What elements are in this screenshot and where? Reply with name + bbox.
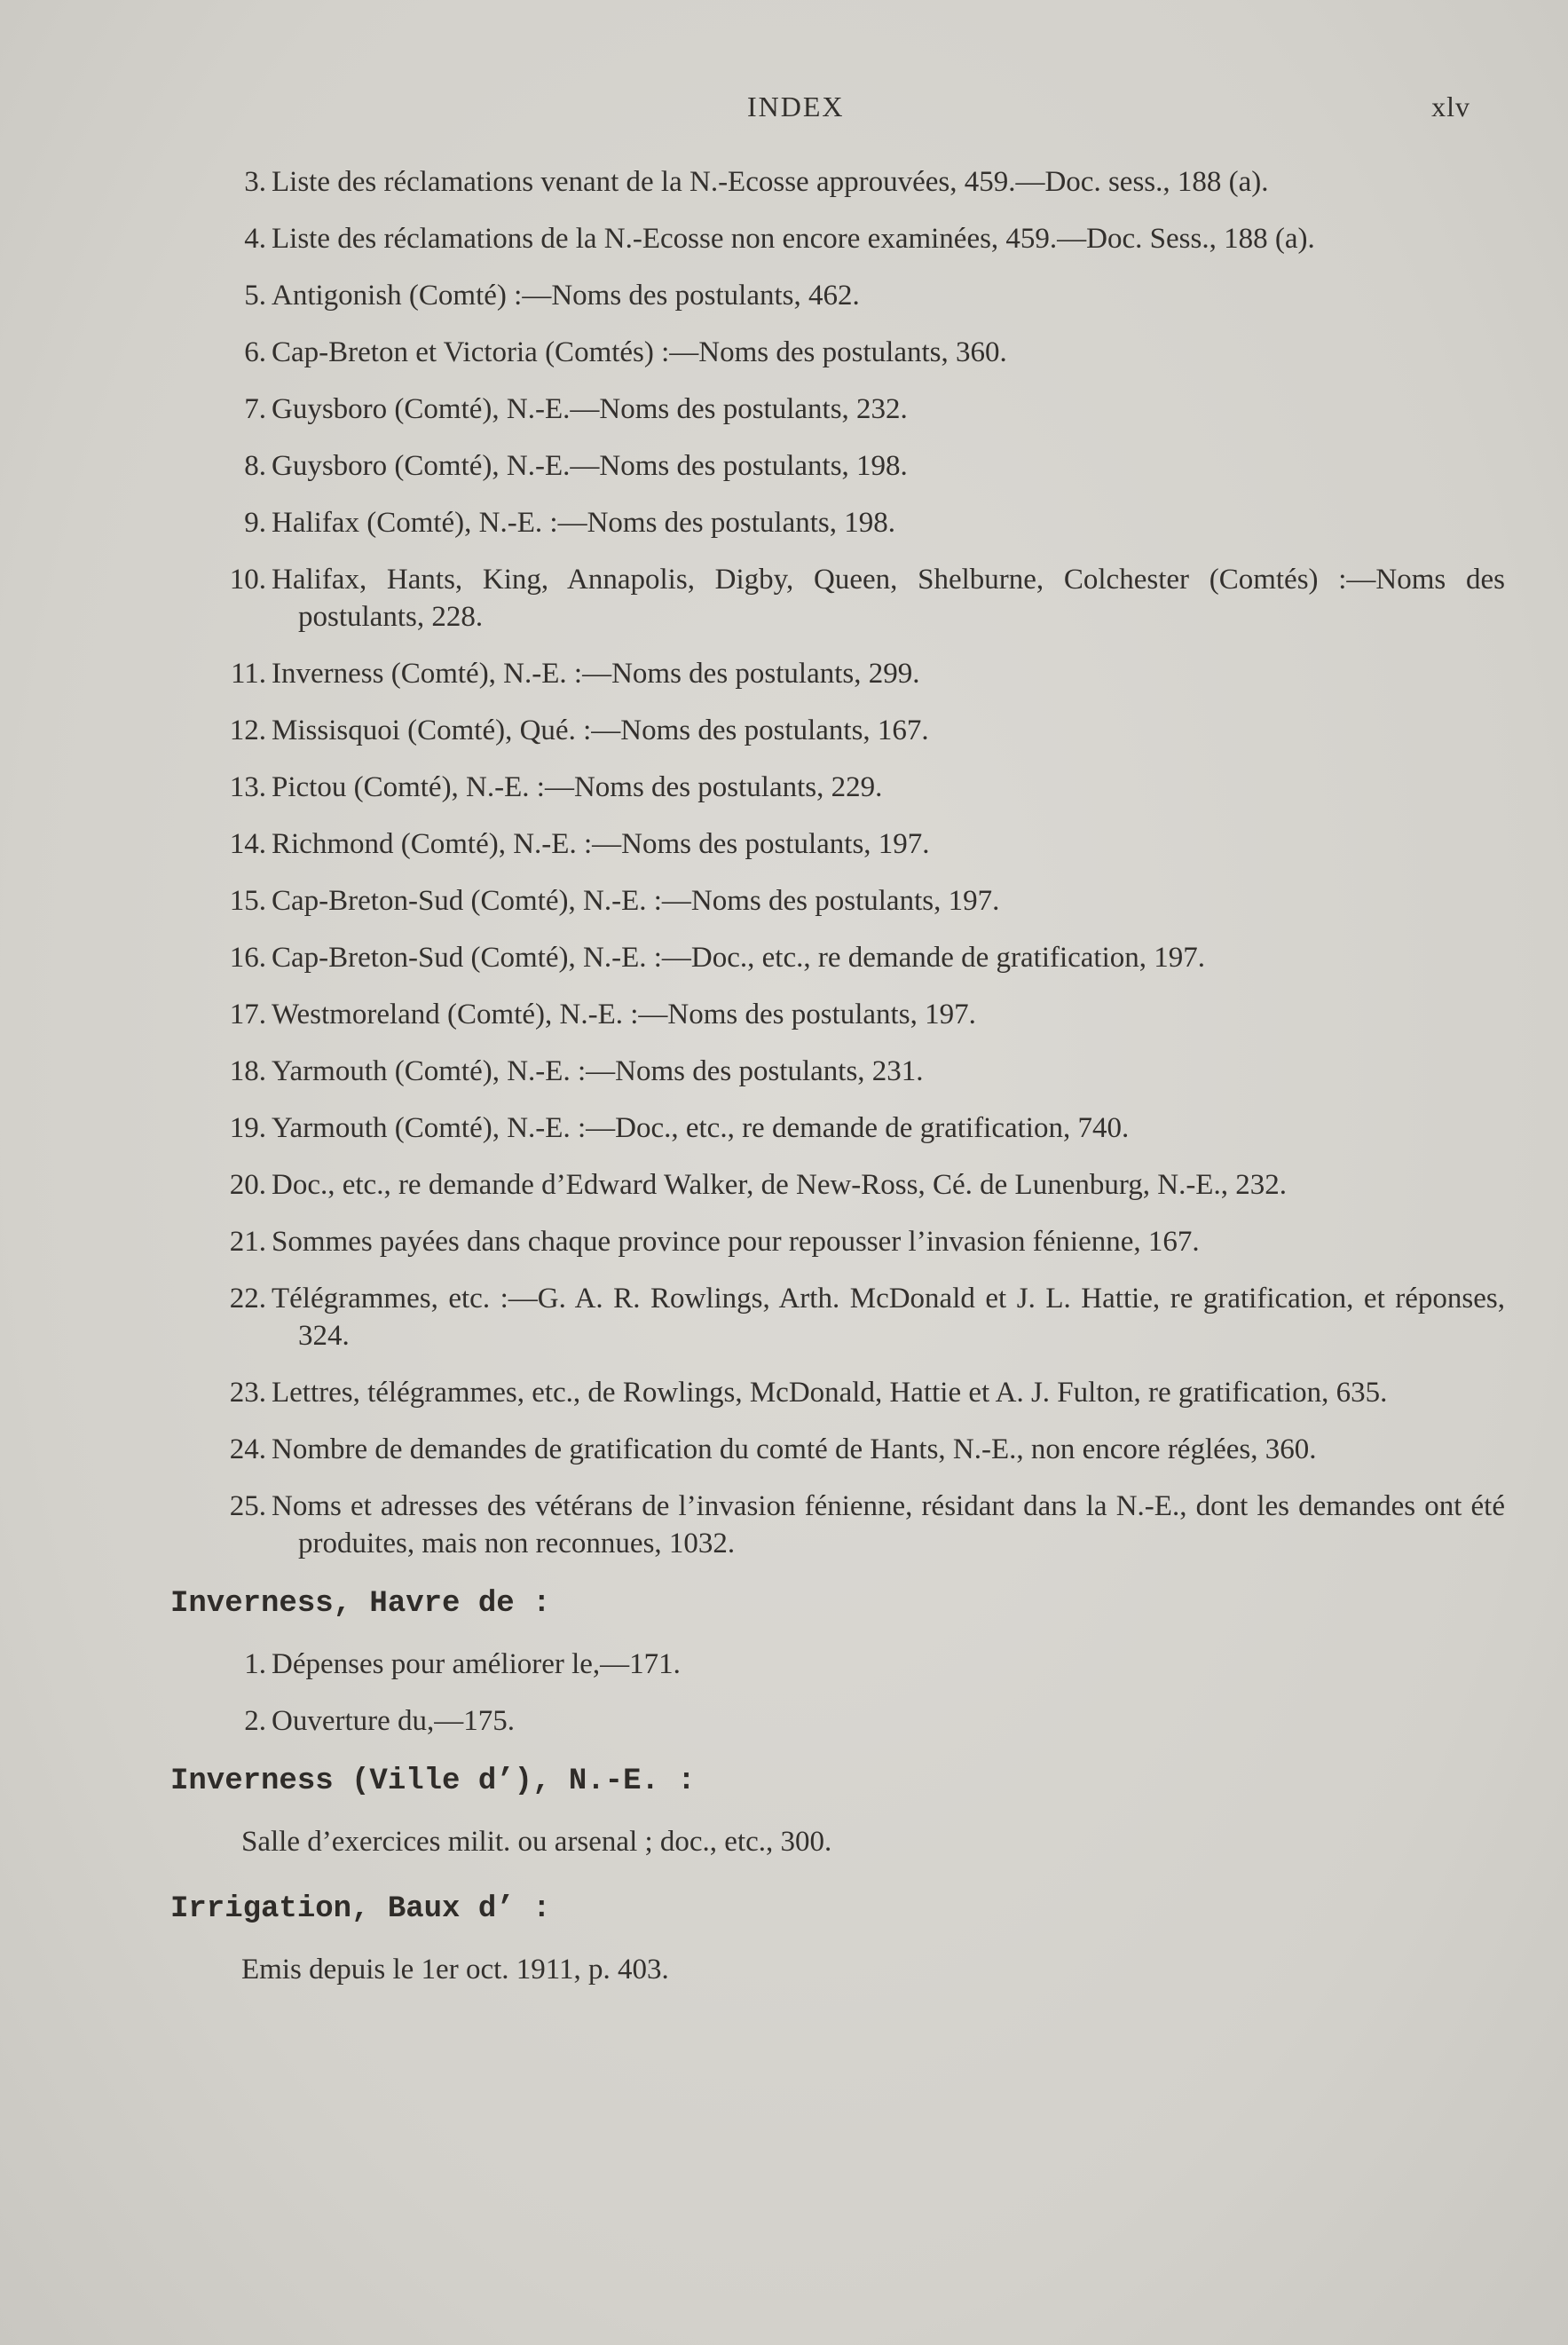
entry-number: 4. [244, 223, 266, 255]
entry-number: 18. [229, 1055, 266, 1087]
entry-number: 21. [229, 1226, 266, 1258]
index-entry [0, 504, 1568, 541]
index-entry [0, 1702, 1568, 1740]
entry-number: 9. [244, 507, 266, 539]
entry-text: Nombre de demandes de gratification du comté de Hants, N.-E., non encore réglées, 360. [272, 1433, 1317, 1465]
entry-text: Richmond (Comté), N.-E. :—Noms des postulants, 197. [272, 828, 930, 860]
entry-number: 23. [229, 1377, 266, 1409]
entry-number: 12. [229, 715, 266, 746]
index-entry [0, 220, 1568, 257]
entry-text: Lettres, télégrammes, etc., de Rowlings, McDonald, Hattie et A. J. Fulton, re gratification, 635. [272, 1377, 1388, 1409]
entry-number: 10. [229, 564, 266, 596]
index-entry [0, 1646, 1568, 1683]
index-heading-irrigation: Irrigation, Baux d’ : [170, 1892, 551, 1926]
index-entries [0, 163, 1568, 2018]
entry-number: 22. [229, 1283, 266, 1315]
entry-text: Doc., etc., re demande d’Edward Walker, de New-Ross, Cé. de Lunenburg, N.-E., 232. [272, 1169, 1287, 1201]
entry-number: 7. [244, 393, 266, 425]
index-entry [0, 996, 1568, 1033]
index-entry [0, 1223, 1568, 1260]
entry-text: Liste des réclamations venant de la N.-Ecosse approuvées, 459.—Doc. sess., 188 (a). [272, 166, 1269, 198]
page-header [0, 91, 1568, 126]
entry-number: 16. [229, 942, 266, 974]
index-entry [0, 769, 1568, 806]
index-entry [0, 825, 1568, 863]
entry-number: 17. [229, 999, 266, 1030]
entry-text: Missisquoi (Comté), Qué. :—Noms des postulants, 167. [272, 715, 929, 746]
index-entry [0, 334, 1568, 371]
entry-number: 1. [244, 1648, 266, 1680]
index-entry [0, 391, 1568, 428]
page-number: xlv [1431, 91, 1470, 122]
index-entry [0, 1431, 1568, 1468]
entry-text: Sommes payées dans chaque province pour repousser l’invasion fénienne, 167. [272, 1226, 1200, 1258]
entry-text: Yarmouth (Comté), N.-E. :—Doc., etc., re demande de gratification, 740. [272, 1112, 1130, 1144]
entry-number: 3. [244, 166, 266, 198]
entry-number: 25. [229, 1490, 266, 1522]
index-entry [0, 655, 1568, 692]
index-subentry: Salle d’exercices milit. ou arsenal ; doc., etc., 300. [241, 1826, 832, 1858]
entry-text: Télégrammes, etc. :—G. A. R. Rowlings, Arth. McDonald et J. L. Hattie, re gratification, et réponses, 324. [272, 1283, 1505, 1352]
entry-text: Halifax (Comté), N.-E. :—Noms des postulants, 198. [272, 507, 895, 539]
entry-number: 19. [229, 1112, 266, 1144]
entry-text: Liste des réclamations de la N.-Ecosse non encore examinées, 459.—Doc. Sess., 188 (a). [272, 223, 1315, 255]
entry-text: Guysboro (Comté), N.-E.—Noms des postulants, 232. [272, 393, 908, 425]
entry-number: 11. [230, 658, 266, 690]
entry-number: 14. [229, 828, 266, 860]
index-entry [0, 1109, 1568, 1147]
entry-number: 8. [244, 450, 266, 482]
entry-number: 15. [229, 885, 266, 917]
index-entry [0, 1053, 1568, 1090]
index-entry [0, 561, 1568, 636]
entry-number: 20. [229, 1169, 266, 1201]
entry-number: 2. [244, 1705, 266, 1737]
index-heading-inverness-havre: Inverness, Havre de : [170, 1587, 551, 1621]
index-entry [0, 1166, 1568, 1204]
entry-text: Pictou (Comté), N.-E. :—Noms des postulants, 229. [272, 771, 883, 803]
entry-number: 6. [244, 336, 266, 368]
entry-text: Noms et adresses des vétérans de l’invasion fénienne, résidant dans la N.-E., dont les demandes ont été produites, mais non reconnues, 1032. [272, 1490, 1505, 1559]
entry-text: Guysboro (Comté), N.-E.—Noms des postulants, 198. [272, 450, 908, 482]
index-entry [0, 447, 1568, 485]
entry-number: 24. [229, 1433, 266, 1465]
entry-text: Westmoreland (Comté), N.-E. :—Noms des postulants, 197. [272, 999, 976, 1030]
entry-text: Ouverture du,—175. [272, 1705, 516, 1737]
entry-text: Dépenses pour améliorer le,—171. [272, 1648, 681, 1680]
index-subentry: Emis depuis le 1er oct. 1911, p. 403. [241, 1954, 669, 1986]
entry-text: Halifax, Hants, King, Annapolis, Digby, Queen, Shelburne, Colchester (Comtés) :—Noms des postulants, 228. [272, 564, 1505, 633]
running-title: INDEX [747, 91, 845, 122]
entry-text: Yarmouth (Comté), N.-E. :—Noms des postulants, 231. [272, 1055, 924, 1087]
entry-text: Cap-Breton-Sud (Comté), N.-E. :—Noms des postulants, 197. [272, 885, 1000, 917]
index-entry [0, 1488, 1568, 1562]
entry-text: Antigonish (Comté) :—Noms des postulants, 462. [272, 280, 860, 312]
index-entry [0, 163, 1568, 201]
entry-text: Cap-Breton-Sud (Comté), N.-E. :—Doc., etc., re demande de gratification, 197. [272, 942, 1206, 974]
entry-text: Cap-Breton et Victoria (Comtés) :—Noms des postulants, 360. [272, 336, 1007, 368]
entry-number: 13. [229, 771, 266, 803]
index-entry [0, 1280, 1568, 1354]
index-entry [0, 1374, 1568, 1411]
entry-text: Inverness (Comté), N.-E. :—Noms des postulants, 299. [272, 658, 920, 690]
index-entry [0, 882, 1568, 920]
index-entry [0, 712, 1568, 749]
index-heading-inverness-ville: Inverness (Ville d’), N.-E. : [170, 1765, 696, 1798]
index-entry [0, 277, 1568, 314]
entry-number: 5. [244, 280, 266, 312]
index-entry [0, 939, 1568, 976]
